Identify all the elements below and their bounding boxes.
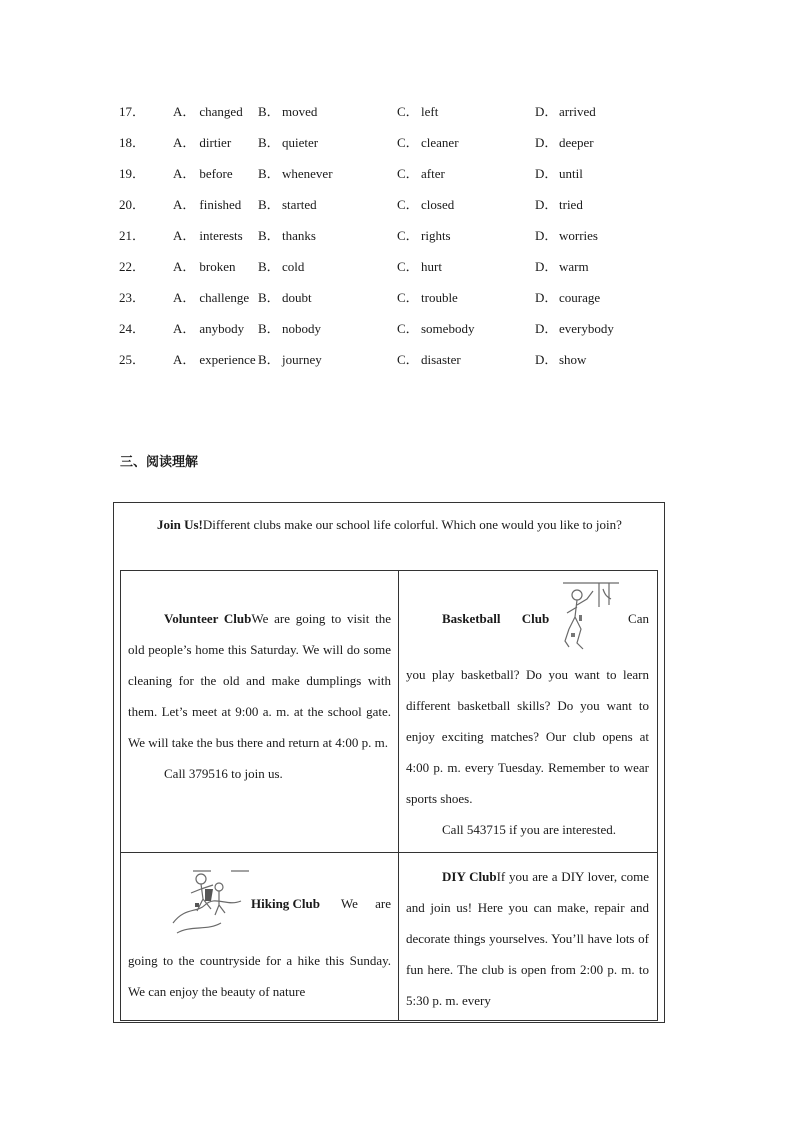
option-c: hurt	[421, 259, 442, 274]
option-b: started	[282, 197, 317, 212]
question-number: 20．	[119, 197, 146, 212]
clubs-table	[120, 570, 658, 1021]
option-d-label: D．	[535, 104, 558, 119]
section-title: 三、阅读理解	[120, 455, 199, 470]
option-a: A． finished	[173, 197, 242, 212]
volunteer-club-text: We are going to visit the old people’s home this Saturday. We will do some cleaning for the old and make dumplings with them. Let’s meet at 9:00 a. m. at the school gate. We will take the bus there and return at 4:00 p. m.	[128, 611, 391, 750]
option-b-label: B．	[258, 135, 280, 150]
option-b-label: B．	[258, 197, 280, 212]
diy-club-name: DIY Club	[442, 869, 497, 884]
hikers-image	[171, 867, 253, 939]
question-number: 18．	[119, 135, 146, 150]
option-d: tried	[559, 197, 583, 212]
volunteer-club-name: Volunteer Club	[164, 611, 252, 626]
option-c: left	[421, 104, 439, 119]
option-d-label: D．	[535, 197, 558, 212]
option-b: whenever	[282, 166, 333, 181]
hiking-club-text: going to the countryside for a hike this Sunday. We can enjoy the beauty of nature	[128, 953, 391, 999]
option-c-label: C．	[397, 135, 419, 150]
option-b-label: B．	[258, 321, 280, 336]
hiking-club-heading	[251, 888, 391, 919]
option-b-label: B．	[258, 259, 280, 274]
volunteer-club-cell	[128, 603, 391, 789]
option-d: everybody	[559, 321, 614, 336]
option-a: A． anybody	[173, 321, 245, 336]
option-d-label: D．	[535, 352, 558, 367]
option-d: until	[559, 166, 583, 181]
hiking-club-cell	[128, 945, 391, 1007]
option-c: closed	[421, 197, 455, 212]
option-d: worries	[559, 228, 598, 243]
option-d: deeper	[559, 135, 594, 150]
basketball-club-heading	[406, 603, 649, 634]
option-b: cold	[282, 259, 305, 274]
option-b-label: B．	[258, 104, 280, 119]
option-a: A． before	[173, 166, 233, 181]
hiking-club-lead: We are	[340, 896, 391, 911]
option-c-label: C．	[397, 197, 419, 212]
option-d-label: D．	[535, 290, 558, 305]
choice-row	[119, 132, 679, 163]
option-c: trouble	[421, 290, 458, 305]
option-a: A． broken	[173, 259, 236, 274]
passage-intro	[119, 509, 659, 540]
question-number: 24．	[119, 321, 146, 336]
basketball-club-call: Call 543715 if you are interested.	[442, 822, 617, 837]
option-c-label: C．	[397, 228, 419, 243]
basketball-club-cell	[406, 659, 649, 845]
choice-row	[119, 225, 679, 256]
option-b: journey	[282, 352, 322, 367]
option-b: nobody	[282, 321, 321, 336]
option-a: A． challenge	[173, 290, 250, 305]
option-d: courage	[559, 290, 601, 305]
option-c-label: C．	[397, 352, 419, 367]
option-c: somebody	[421, 321, 475, 336]
choice-list	[119, 101, 679, 380]
option-d: arrived	[559, 104, 596, 119]
option-c: rights	[421, 228, 451, 243]
option-b-label: B．	[258, 352, 280, 367]
option-d-label: D．	[535, 166, 558, 181]
option-d-label: D．	[535, 135, 558, 150]
basketball-club-name: Basketball Club	[442, 611, 550, 626]
question-number: 21．	[119, 228, 146, 243]
option-d-label: D．	[535, 228, 558, 243]
basketball-club-text: you play basketball? Do you want to learn different basketball skills? Do you want to enjoy exciting matches? Our club opens at 4:00 p. m. every Tuesday. Remember to wear sports shoes.	[406, 667, 649, 806]
question-number: 25．	[119, 352, 146, 367]
diy-club-cell	[406, 861, 649, 1016]
reading-passage-box	[113, 502, 665, 1023]
option-c: disaster	[421, 352, 461, 367]
option-b-label: B．	[258, 290, 280, 305]
volunteer-club-call: Call 379516 to join us.	[164, 766, 283, 781]
option-c-label: C．	[397, 166, 419, 181]
option-a: A． interests	[173, 228, 243, 243]
option-b: doubt	[282, 290, 312, 305]
option-b-label: B．	[258, 228, 280, 243]
option-b: quieter	[282, 135, 319, 150]
diy-club-text: If you are a DIY lover, come and join us! Here you can make, repair and decorate things yourselves. You’ll have lots of fun here. The club is open from 2:00 p. m. to 5:30 p. m. every	[406, 869, 649, 1008]
option-d: show	[559, 352, 587, 367]
choice-row	[119, 349, 679, 380]
choice-row	[119, 101, 679, 132]
option-c-label: C．	[397, 321, 419, 336]
option-d-label: D．	[535, 321, 558, 336]
intro-text: Different clubs make our school life colorful. Which one would you like to join?	[202, 517, 622, 532]
option-c-label: C．	[397, 259, 419, 274]
choice-row	[119, 194, 679, 225]
option-c-label: C．	[397, 104, 419, 119]
question-number: 17．	[119, 104, 146, 119]
option-c: cleaner	[421, 135, 459, 150]
option-c-label: C．	[397, 290, 419, 305]
question-number: 19．	[119, 166, 146, 181]
choice-row	[119, 163, 679, 194]
option-d: warm	[559, 259, 589, 274]
hiking-club-name: Hiking Club	[251, 896, 321, 911]
basketball-club-lead: Can	[628, 611, 649, 626]
option-c: after	[421, 166, 445, 181]
option-a: A． changed	[173, 104, 243, 119]
option-a: A． experience	[173, 352, 256, 367]
question-number: 22．	[119, 259, 146, 274]
question-number: 23．	[119, 290, 146, 305]
choice-row	[119, 287, 679, 318]
choice-row	[119, 256, 679, 287]
option-b: moved	[282, 104, 318, 119]
choice-row	[119, 318, 679, 349]
option-a: A． dirtier	[173, 135, 232, 150]
option-d-label: D．	[535, 259, 558, 274]
intro-heading: Join Us!	[157, 517, 203, 532]
option-b-label: B．	[258, 166, 280, 181]
option-b: thanks	[282, 228, 316, 243]
